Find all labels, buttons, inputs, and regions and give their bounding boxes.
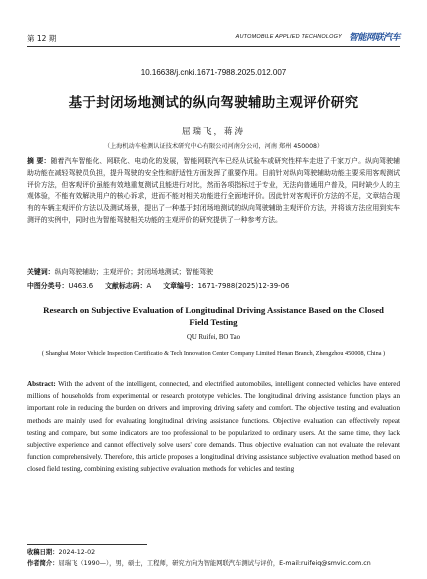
- received-date: [27, 547, 95, 556]
- article-id-value: 1671-7988(2025)12-39-06: [197, 282, 290, 290]
- keywords-chinese-label: 关键词：: [27, 268, 55, 276]
- author-bio-label: 作者简介：: [27, 560, 59, 567]
- author-bio-text: 屈瑞飞（1990—），男，硕士，工程师，研究方向为智能网联汽车测试与评价，E-mail:ruifeiq@smvic.com.cn: [58, 560, 371, 567]
- received-label: 收稿日期：: [27, 549, 59, 556]
- keywords-chinese: [27, 266, 400, 276]
- abstract-chinese-text: 随着汽车智能化、网联化、电动化的发展，智能网联汽车已经从试验车或研究性样车走进了千家万户。纵向驾驶辅助功能在减轻驾驶员负担，提升驾驶的安全性和舒适性方面发挥了重要作用。目前针对纵向驾驶辅助功能主要采用客观测试评价方法，但客观评价虽能有效地重复测试且能进行对比，然而各项指标过于专业，无法向普通用户普及，同时缺少人的主观体验，不能有效解决用户的核心诉求，进而不能对相关功能进行全面地评价。因此针对客观评价方法的不足，文章结合现有的车辆主观评价方法以及测试场景，提出了一种基于封闭场地测试的纵向驾驶辅助主观评价方法，并将该方法应用到实车测评的实例中，同时也为智能驾驶相关功能的主观评价的研究提供了一种参考方法。: [27, 157, 400, 224]
- issue-number: 第 12 期: [27, 34, 57, 43]
- journal-name: AUTOMOBILE APPLIED TECHNOLOGY: [235, 34, 342, 40]
- title-english: Research on Subjective Evaluation of Longitudinal Driving Assistance Based on the Closed Field Testing: [43, 305, 384, 327]
- authors-english: QU Ruifei, BO Tao: [186, 334, 240, 341]
- author-bio: [27, 558, 407, 567]
- authors-chinese: 屈瑞飞，蒋涛: [181, 127, 245, 137]
- keywords-chinese-text: 纵向驾驶辅助；主观评价；封闭场地测试；智能驾驶: [54, 268, 214, 276]
- received-value: 2024-12-02: [58, 549, 96, 556]
- clc-value: U463.6: [68, 282, 94, 290]
- document-code-label: 文献标志码：: [105, 282, 147, 290]
- classification-line: [27, 280, 400, 290]
- clc-label: 中图分类号：: [27, 282, 69, 290]
- abstract-chinese-label: 摘 要：: [27, 157, 51, 165]
- article-id-label: 文章编号：: [163, 282, 198, 290]
- affiliation-chinese: （上海机动车检测认证技术研究中心有限公司河南分公司，河南 郑州 450008）: [103, 143, 324, 150]
- footnote-divider: [27, 544, 147, 545]
- page-header: [27, 27, 400, 47]
- affiliation-english: ( Shanghai Motor Vehicle Inspection Certificatio & Tech Innovation Center Company Limited Henan Branch, Zhengzhou 450008, China ): [41, 350, 386, 357]
- doi: 10.16638/j.cnki.1671-7988.2025.012.007: [140, 68, 287, 77]
- document-code-value: A: [146, 282, 152, 290]
- title-chinese: 基于封闭场地测试的纵向驾驶辅助主观评价研究: [68, 95, 359, 111]
- journal-logo: 智能网联汽车: [348, 33, 400, 43]
- abstract-english: [27, 378, 400, 476]
- abstract-english-label: Abstract:: [27, 380, 56, 388]
- abstract-chinese: [27, 156, 400, 227]
- abstract-english-text: With the advent of the intelligent, connected, and electrified automobiles, intelligent connected vehicles have entered millions of households from experimental or research prototype vehicles. The longitudinal driving assistance function plays an important role in reducing the burden on drivers and improving driving safety and comfort. The objective testing and evaluation methods are mainly used for evaluating longitudinal driving assistance functions. Objective evaluation can effectively repeat testing and compare, but some indicators are too professional to be popularized to ordinary users. At the same time, they lack subjective experience and cannot effectively solve users' core demands. Thus objective evaluation can not evaluate the relevant function comprehensively. Therefore, this article proposes a longitudinal driving assistance subjective evaluation method based on closed field testing, combining existing subjective evaluation methods for vehicles and testing: [27, 380, 400, 474]
